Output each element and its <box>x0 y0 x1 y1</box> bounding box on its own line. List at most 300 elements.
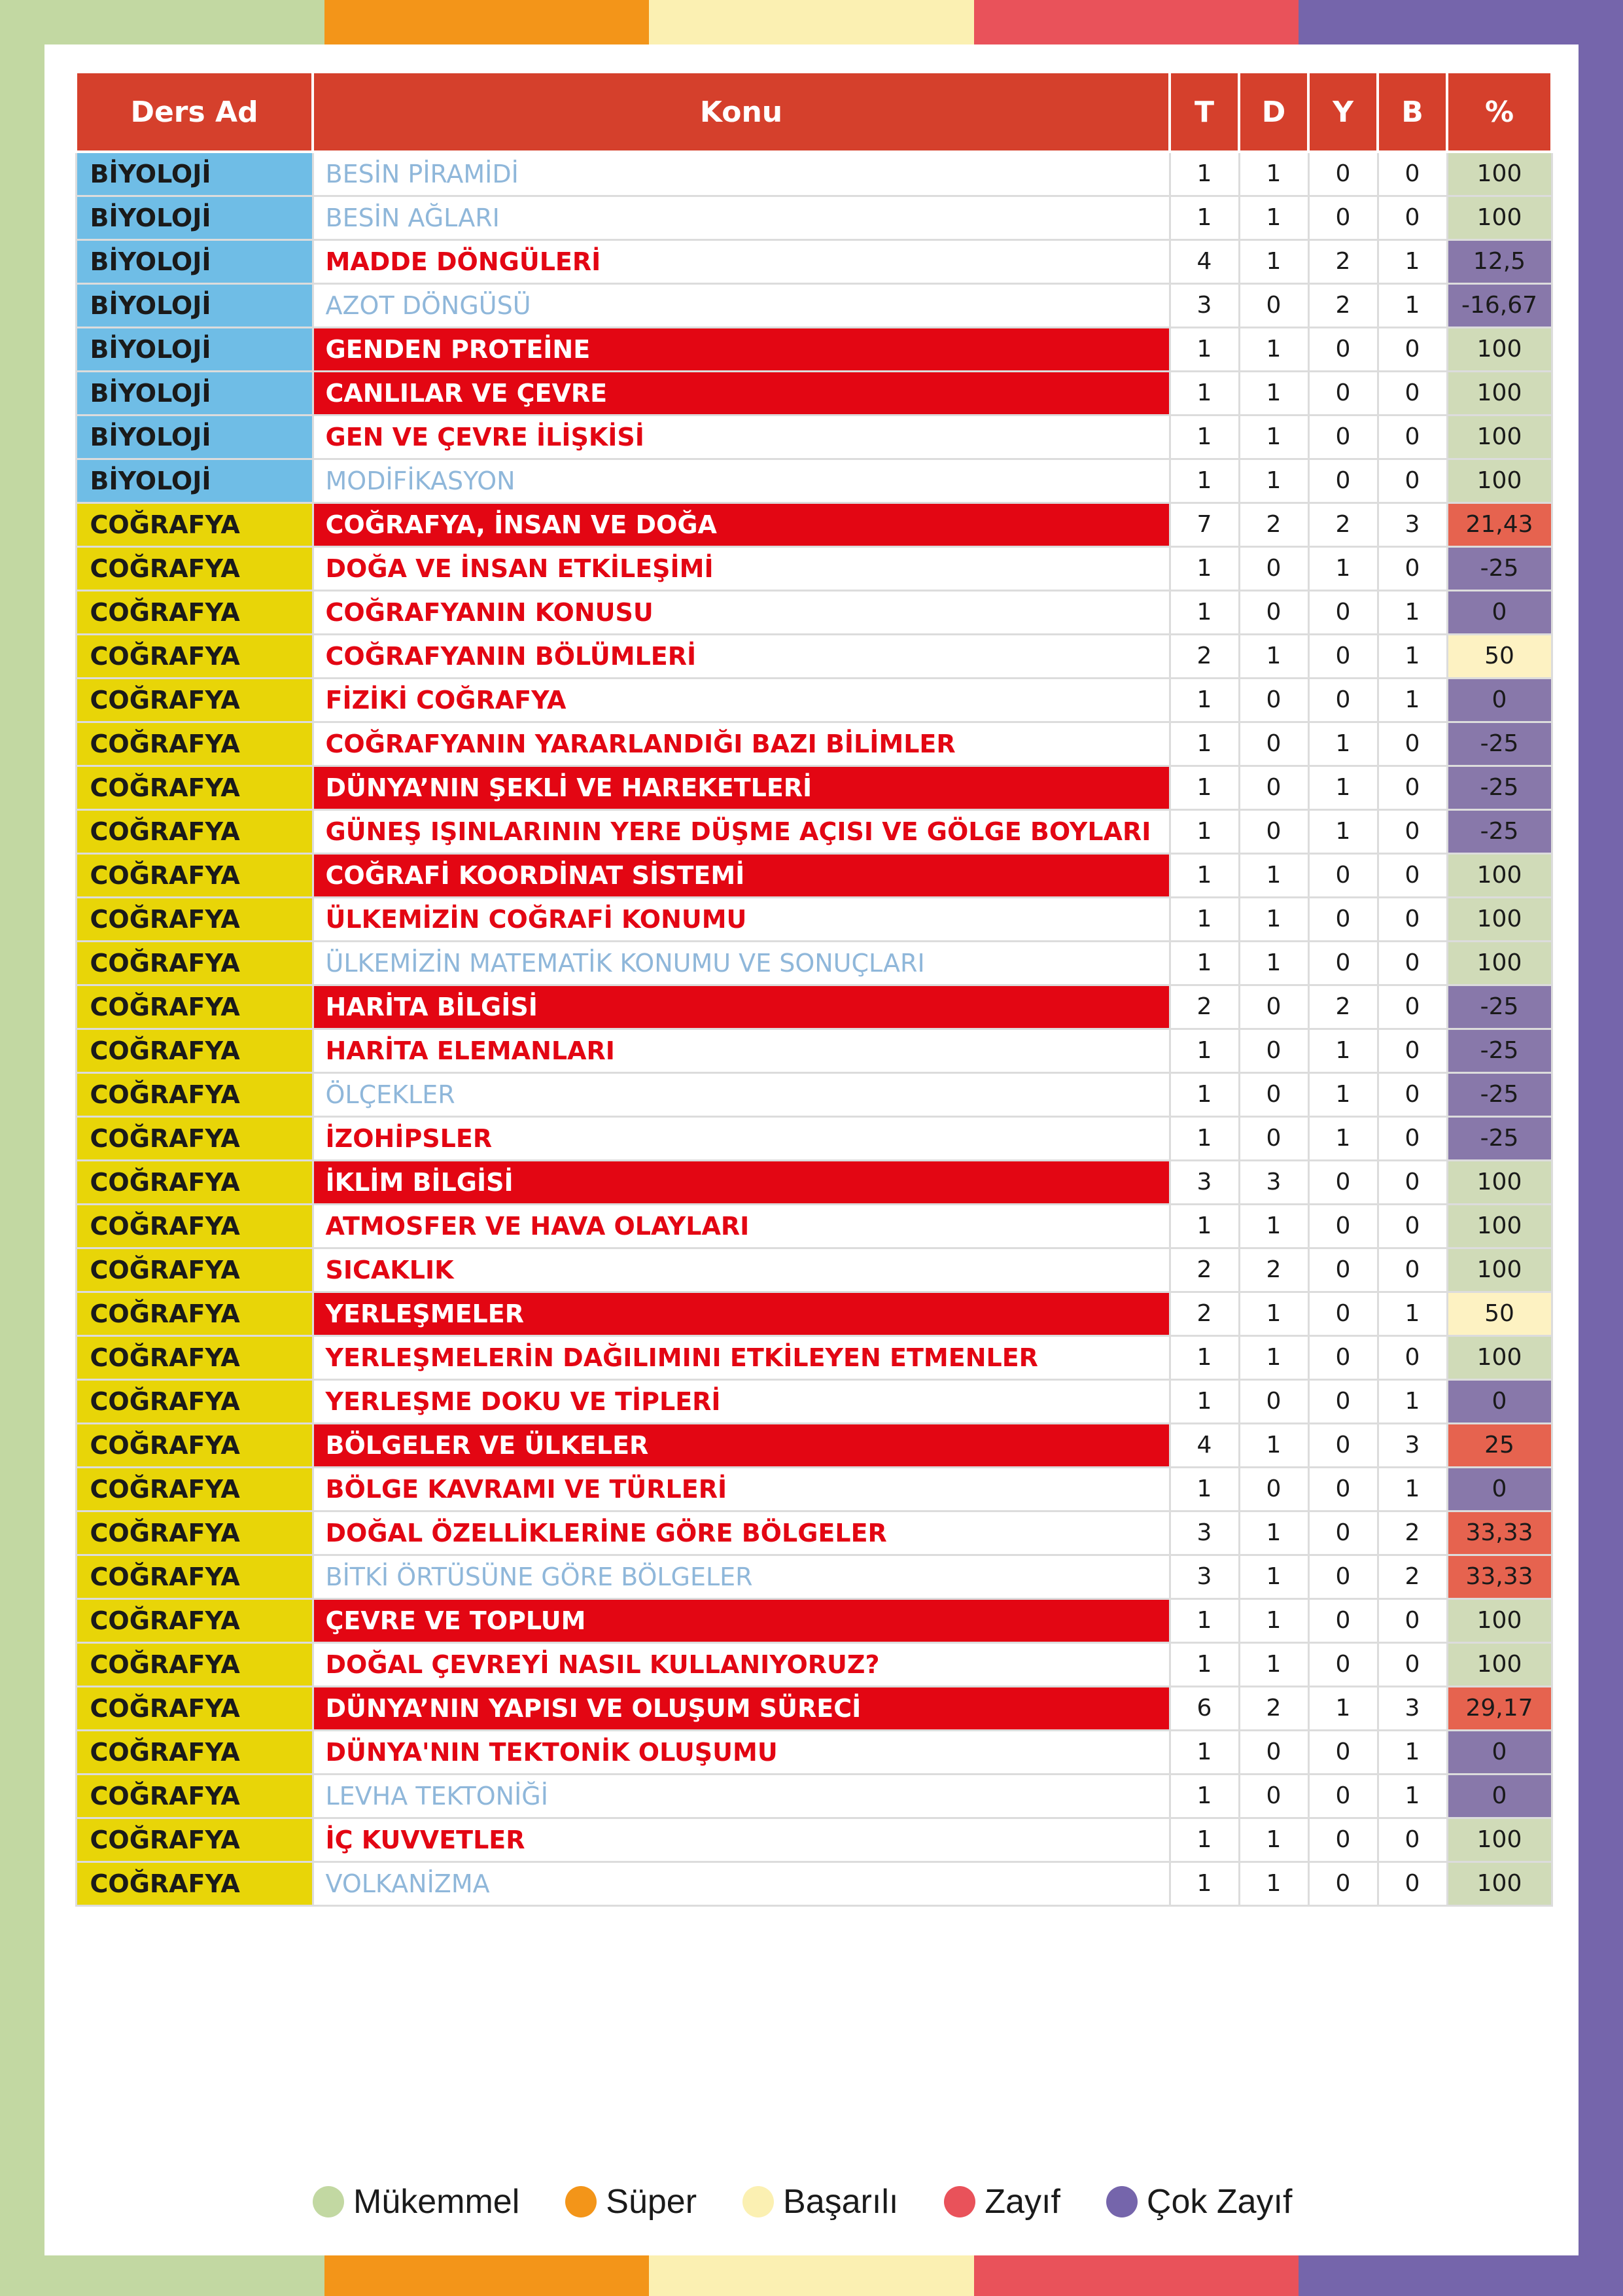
pct-cell: -25 <box>1447 1029 1552 1072</box>
ders-cell: COĞRAFYA <box>76 1555 313 1598</box>
d-cell: 1 <box>1239 897 1308 941</box>
ders-cell: COĞRAFYA <box>76 1862 313 1905</box>
table-row <box>76 1774 1552 1818</box>
d-cell: 0 <box>1239 1467 1308 1511</box>
pct-cell: 100 <box>1447 196 1552 239</box>
d-cell: 0 <box>1239 1774 1308 1818</box>
konu-cell: COĞRAFİ KOORDİNAT SİSTEMİ <box>313 853 1170 897</box>
top-color-strip <box>0 0 1623 44</box>
b-cell: 1 <box>1378 678 1447 722</box>
ders-cell: COĞRAFYA <box>76 1160 313 1204</box>
ders-cell: COĞRAFYA <box>76 546 313 590</box>
d-cell: 0 <box>1239 1730 1308 1774</box>
y-cell: 0 <box>1308 678 1378 722</box>
header-t: T <box>1170 72 1239 152</box>
ders-cell: BİYOLOJİ <box>76 239 313 283</box>
b-cell: 0 <box>1378 371 1447 415</box>
t-cell: 1 <box>1170 1204 1239 1248</box>
pct-cell: -25 <box>1447 1116 1552 1160</box>
konu-cell: LEVHA TEKTONİĞİ <box>313 1774 1170 1818</box>
strip-segment <box>1299 0 1623 44</box>
t-cell: 3 <box>1170 1160 1239 1204</box>
ders-cell: COĞRAFYA <box>76 1292 313 1335</box>
konu-cell: MADDE DÖNGÜLERİ <box>313 239 1170 283</box>
konu-cell: BÖLGE KAVRAMI VE TÜRLERİ <box>313 1467 1170 1511</box>
table-row <box>76 1116 1552 1160</box>
b-cell: 0 <box>1378 1335 1447 1379</box>
y-cell: 0 <box>1308 1598 1378 1642</box>
b-cell: 0 <box>1378 1160 1447 1204</box>
pct-cell: 33,33 <box>1447 1511 1552 1555</box>
y-cell: 1 <box>1308 809 1378 853</box>
ders-cell: COĞRAFYA <box>76 1072 313 1116</box>
d-cell: 1 <box>1239 1423 1308 1467</box>
legend-dot-icon <box>313 2186 344 2217</box>
table-row <box>76 897 1552 941</box>
pct-cell: 0 <box>1447 678 1552 722</box>
d-cell: 1 <box>1239 1862 1308 1905</box>
d-cell: 0 <box>1239 1379 1308 1423</box>
table-body <box>76 152 1552 1905</box>
konu-cell: YERLEŞME DOKU VE TİPLERİ <box>313 1379 1170 1423</box>
d-cell: 1 <box>1239 371 1308 415</box>
table-row <box>76 678 1552 722</box>
table-row <box>76 1292 1552 1335</box>
ders-cell: COĞRAFYA <box>76 1774 313 1818</box>
konu-cell: İKLİM BİLGİSİ <box>313 1160 1170 1204</box>
t-cell: 1 <box>1170 678 1239 722</box>
d-cell: 1 <box>1239 327 1308 371</box>
y-cell: 0 <box>1308 1862 1378 1905</box>
legend-label: Mükemmel <box>353 2183 520 2221</box>
ders-cell: COĞRAFYA <box>76 1467 313 1511</box>
t-cell: 1 <box>1170 1072 1239 1116</box>
ders-cell: COĞRAFYA <box>76 678 313 722</box>
table-row <box>76 634 1552 678</box>
pct-cell: 21,43 <box>1447 503 1552 546</box>
pct-cell: 100 <box>1447 1598 1552 1642</box>
ders-cell: COĞRAFYA <box>76 853 313 897</box>
b-cell: 0 <box>1378 853 1447 897</box>
t-cell: 1 <box>1170 1467 1239 1511</box>
pct-cell: 0 <box>1447 590 1552 634</box>
b-cell: 3 <box>1378 1686 1447 1730</box>
konu-cell: ÜLKEMİZİN COĞRAFİ KONUMU <box>313 897 1170 941</box>
ders-cell: BİYOLOJİ <box>76 152 313 196</box>
b-cell: 1 <box>1378 1467 1447 1511</box>
t-cell: 2 <box>1170 985 1239 1029</box>
table-row <box>76 722 1552 766</box>
d-cell: 1 <box>1239 1555 1308 1598</box>
legend-dot-icon <box>944 2186 975 2217</box>
t-cell: 1 <box>1170 809 1239 853</box>
y-cell: 0 <box>1308 1555 1378 1598</box>
table-row <box>76 1555 1552 1598</box>
t-cell: 1 <box>1170 722 1239 766</box>
table-row <box>76 503 1552 546</box>
b-cell: 0 <box>1378 1642 1447 1686</box>
ders-cell: COĞRAFYA <box>76 1511 313 1555</box>
ders-cell: COĞRAFYA <box>76 1029 313 1072</box>
pct-cell: 100 <box>1447 1335 1552 1379</box>
t-cell: 3 <box>1170 1511 1239 1555</box>
konu-cell: ATMOSFER VE HAVA OLAYLARI <box>313 1204 1170 1248</box>
legend-item <box>313 2182 519 2221</box>
y-cell: 0 <box>1308 1730 1378 1774</box>
konu-cell: ÇEVRE VE TOPLUM <box>313 1598 1170 1642</box>
table-row <box>76 415 1552 459</box>
b-cell: 1 <box>1378 1730 1447 1774</box>
legend-item <box>944 2182 1060 2221</box>
pct-cell: 0 <box>1447 1730 1552 1774</box>
legend-label: Zayıf <box>985 2183 1060 2221</box>
y-cell: 2 <box>1308 503 1378 546</box>
y-cell: 0 <box>1308 853 1378 897</box>
konu-cell: YERLEŞMELERİN DAĞILIMINI ETKİLEYEN ETMENLER <box>313 1335 1170 1379</box>
konu-cell: BESİN AĞLARI <box>313 196 1170 239</box>
b-cell: 0 <box>1378 809 1447 853</box>
pct-cell: 0 <box>1447 1379 1552 1423</box>
t-cell: 3 <box>1170 283 1239 327</box>
d-cell: 0 <box>1239 985 1308 1029</box>
t-cell: 1 <box>1170 415 1239 459</box>
konu-cell: DÜNYA'NIN TEKTONİK OLUŞUMU <box>313 1730 1170 1774</box>
strip-segment <box>0 0 324 44</box>
pct-cell: 100 <box>1447 1248 1552 1292</box>
b-cell: 1 <box>1378 590 1447 634</box>
pct-cell: 12,5 <box>1447 239 1552 283</box>
t-cell: 4 <box>1170 1423 1239 1467</box>
table-row <box>76 1862 1552 1905</box>
t-cell: 1 <box>1170 897 1239 941</box>
pct-cell: 33,33 <box>1447 1555 1552 1598</box>
ders-cell: COĞRAFYA <box>76 1335 313 1379</box>
y-cell: 0 <box>1308 1642 1378 1686</box>
d-cell: 1 <box>1239 152 1308 196</box>
table-row <box>76 941 1552 985</box>
y-cell: 0 <box>1308 1204 1378 1248</box>
y-cell: 2 <box>1308 283 1378 327</box>
konu-cell: HARİTA BİLGİSİ <box>313 985 1170 1029</box>
d-cell: 1 <box>1239 459 1308 503</box>
d-cell: 1 <box>1239 1335 1308 1379</box>
left-color-bar <box>0 0 44 2296</box>
strip-segment <box>0 2255 324 2296</box>
b-cell: 0 <box>1378 1598 1447 1642</box>
table-row <box>76 1160 1552 1204</box>
ders-cell: COĞRAFYA <box>76 766 313 809</box>
t-cell: 1 <box>1170 1379 1239 1423</box>
b-cell: 0 <box>1378 722 1447 766</box>
t-cell: 1 <box>1170 766 1239 809</box>
t-cell: 1 <box>1170 1818 1239 1862</box>
ders-cell: COĞRAFYA <box>76 809 313 853</box>
table-row <box>76 985 1552 1029</box>
b-cell: 2 <box>1378 1555 1447 1598</box>
konu-cell: YERLEŞMELER <box>313 1292 1170 1335</box>
strip-segment <box>324 0 649 44</box>
pct-cell: 100 <box>1447 415 1552 459</box>
table-row <box>76 1423 1552 1467</box>
d-cell: 1 <box>1239 1642 1308 1686</box>
y-cell: 0 <box>1308 196 1378 239</box>
d-cell: 0 <box>1239 678 1308 722</box>
konu-cell: DÜNYA’NIN YAPISI VE OLUŞUM SÜRECİ <box>313 1686 1170 1730</box>
t-cell: 1 <box>1170 1029 1239 1072</box>
b-cell: 0 <box>1378 327 1447 371</box>
t-cell: 6 <box>1170 1686 1239 1730</box>
ders-cell: COĞRAFYA <box>76 1818 313 1862</box>
ders-cell: COĞRAFYA <box>76 1642 313 1686</box>
table-row <box>76 1818 1552 1862</box>
t-cell: 1 <box>1170 152 1239 196</box>
t-cell: 2 <box>1170 634 1239 678</box>
konu-cell: COĞRAFYANIN BÖLÜMLERİ <box>313 634 1170 678</box>
pct-cell: 100 <box>1447 1204 1552 1248</box>
b-cell: 0 <box>1378 415 1447 459</box>
ders-cell: COĞRAFYA <box>76 1423 313 1467</box>
b-cell: 0 <box>1378 766 1447 809</box>
d-cell: 1 <box>1239 196 1308 239</box>
b-cell: 0 <box>1378 1116 1447 1160</box>
b-cell: 1 <box>1378 1774 1447 1818</box>
legend-item <box>565 2182 697 2221</box>
konu-cell: ÖLÇEKLER <box>313 1072 1170 1116</box>
header-konu: Konu <box>313 72 1170 152</box>
d-cell: 0 <box>1239 1029 1308 1072</box>
konu-cell: MODİFİKASYON <box>313 459 1170 503</box>
b-cell: 0 <box>1378 897 1447 941</box>
y-cell: 1 <box>1308 766 1378 809</box>
results-table-wrapper <box>75 71 1550 1907</box>
ders-cell: BİYOLOJİ <box>76 327 313 371</box>
table-row <box>76 590 1552 634</box>
d-cell: 2 <box>1239 1248 1308 1292</box>
pct-cell: 100 <box>1447 327 1552 371</box>
d-cell: 0 <box>1239 1072 1308 1116</box>
y-cell: 0 <box>1308 1818 1378 1862</box>
ders-cell: COĞRAFYA <box>76 1730 313 1774</box>
ders-cell: COĞRAFYA <box>76 590 313 634</box>
konu-cell: ÜLKEMİZİN MATEMATİK KONUMU VE SONUÇLARI <box>313 941 1170 985</box>
right-color-bar <box>1579 0 1623 2296</box>
ders-cell: COĞRAFYA <box>76 1204 313 1248</box>
y-cell: 1 <box>1308 722 1378 766</box>
header-b: B <box>1378 72 1447 152</box>
pct-cell: 100 <box>1447 1160 1552 1204</box>
legend-dot-icon <box>565 2186 597 2217</box>
y-cell: 0 <box>1308 897 1378 941</box>
t-cell: 2 <box>1170 1292 1239 1335</box>
konu-cell: CANLILAR VE ÇEVRE <box>313 371 1170 415</box>
d-cell: 2 <box>1239 1686 1308 1730</box>
legend <box>313 2182 1338 2221</box>
ders-cell: COĞRAFYA <box>76 1248 313 1292</box>
strip-segment <box>1299 2255 1623 2296</box>
y-cell: 0 <box>1308 152 1378 196</box>
konu-cell: COĞRAFYANIN YARARLANDIĞI BAZI BİLİMLER <box>313 722 1170 766</box>
t-cell: 1 <box>1170 941 1239 985</box>
pct-cell: -25 <box>1447 546 1552 590</box>
table-row <box>76 853 1552 897</box>
t-cell: 1 <box>1170 1116 1239 1160</box>
y-cell: 0 <box>1308 1379 1378 1423</box>
konu-cell: BÖLGELER VE ÜLKELER <box>313 1423 1170 1467</box>
b-cell: 0 <box>1378 546 1447 590</box>
header-pct: % <box>1447 72 1552 152</box>
table-row <box>76 1686 1552 1730</box>
table-row <box>76 1029 1552 1072</box>
bottom-color-strip <box>0 2255 1623 2296</box>
b-cell: 2 <box>1378 1511 1447 1555</box>
d-cell: 0 <box>1239 283 1308 327</box>
pct-cell: 100 <box>1447 941 1552 985</box>
konu-cell: İZOHİPSLER <box>313 1116 1170 1160</box>
pct-cell: -25 <box>1447 766 1552 809</box>
ders-cell: COĞRAFYA <box>76 941 313 985</box>
d-cell: 0 <box>1239 1116 1308 1160</box>
table-row <box>76 1204 1552 1248</box>
pct-cell: 100 <box>1447 1642 1552 1686</box>
header-ders: Ders Ad <box>76 72 313 152</box>
y-cell: 0 <box>1308 1248 1378 1292</box>
b-cell: 0 <box>1378 1862 1447 1905</box>
ders-cell: BİYOLOJİ <box>76 459 313 503</box>
y-cell: 0 <box>1308 415 1378 459</box>
legend-item <box>1106 2182 1293 2221</box>
d-cell: 1 <box>1239 239 1308 283</box>
table-row <box>76 152 1552 196</box>
pct-cell: 100 <box>1447 459 1552 503</box>
pct-cell: -25 <box>1447 809 1552 853</box>
table-row <box>76 283 1552 327</box>
b-cell: 0 <box>1378 985 1447 1029</box>
table-row <box>76 1730 1552 1774</box>
header-y: Y <box>1308 72 1378 152</box>
y-cell: 0 <box>1308 941 1378 985</box>
ders-cell: COĞRAFYA <box>76 1116 313 1160</box>
ders-cell: COĞRAFYA <box>76 722 313 766</box>
d-cell: 1 <box>1239 1511 1308 1555</box>
pct-cell: 100 <box>1447 897 1552 941</box>
strip-segment <box>974 2255 1299 2296</box>
y-cell: 0 <box>1308 1423 1378 1467</box>
konu-cell: HARİTA ELEMANLARI <box>313 1029 1170 1072</box>
b-cell: 1 <box>1378 634 1447 678</box>
t-cell: 2 <box>1170 1248 1239 1292</box>
t-cell: 1 <box>1170 1774 1239 1818</box>
results-table <box>75 71 1553 1907</box>
y-cell: 0 <box>1308 327 1378 371</box>
konu-cell: VOLKANİZMA <box>313 1862 1170 1905</box>
konu-cell: BİTKİ ÖRTÜSÜNE GÖRE BÖLGELER <box>313 1555 1170 1598</box>
konu-cell: COĞRAFYANIN KONUSU <box>313 590 1170 634</box>
t-cell: 1 <box>1170 853 1239 897</box>
ders-cell: COĞRAFYA <box>76 1379 313 1423</box>
table-row <box>76 196 1552 239</box>
konu-cell: GEN VE ÇEVRE İLİŞKİSİ <box>313 415 1170 459</box>
b-cell: 0 <box>1378 1818 1447 1862</box>
t-cell: 1 <box>1170 459 1239 503</box>
d-cell: 1 <box>1239 853 1308 897</box>
d-cell: 1 <box>1239 634 1308 678</box>
table-row <box>76 459 1552 503</box>
pct-cell: -25 <box>1447 985 1552 1029</box>
d-cell: 1 <box>1239 941 1308 985</box>
ders-cell: COĞRAFYA <box>76 1598 313 1642</box>
pct-cell: 0 <box>1447 1774 1552 1818</box>
d-cell: 0 <box>1239 590 1308 634</box>
konu-cell: AZOT DÖNGÜSÜ <box>313 283 1170 327</box>
t-cell: 1 <box>1170 546 1239 590</box>
ders-cell: BİYOLOJİ <box>76 283 313 327</box>
t-cell: 3 <box>1170 1555 1239 1598</box>
konu-cell: DOĞAL ÖZELLİKLERİNE GÖRE BÖLGELER <box>313 1511 1170 1555</box>
t-cell: 1 <box>1170 1598 1239 1642</box>
d-cell: 1 <box>1239 1204 1308 1248</box>
y-cell: 0 <box>1308 459 1378 503</box>
table-row <box>76 1467 1552 1511</box>
table-row <box>76 809 1552 853</box>
b-cell: 3 <box>1378 503 1447 546</box>
b-cell: 1 <box>1378 239 1447 283</box>
b-cell: 0 <box>1378 459 1447 503</box>
b-cell: 0 <box>1378 1248 1447 1292</box>
y-cell: 1 <box>1308 1029 1378 1072</box>
strip-segment <box>974 0 1299 44</box>
b-cell: 0 <box>1378 1204 1447 1248</box>
d-cell: 0 <box>1239 809 1308 853</box>
table-row <box>76 1511 1552 1555</box>
y-cell: 1 <box>1308 1686 1378 1730</box>
b-cell: 1 <box>1378 1292 1447 1335</box>
pct-cell: 29,17 <box>1447 1686 1552 1730</box>
y-cell: 0 <box>1308 371 1378 415</box>
y-cell: 1 <box>1308 546 1378 590</box>
strip-segment <box>649 0 973 44</box>
legend-dot-icon <box>742 2186 774 2217</box>
ders-cell: COĞRAFYA <box>76 897 313 941</box>
t-cell: 1 <box>1170 1730 1239 1774</box>
legend-label: Çok Zayıf <box>1146 2183 1293 2221</box>
pct-cell: 0 <box>1447 1467 1552 1511</box>
y-cell: 1 <box>1308 1116 1378 1160</box>
table-row <box>76 1248 1552 1292</box>
b-cell: 0 <box>1378 152 1447 196</box>
table-header-row <box>76 72 1552 152</box>
b-cell: 0 <box>1378 1029 1447 1072</box>
pct-cell: 100 <box>1447 152 1552 196</box>
t-cell: 1 <box>1170 1335 1239 1379</box>
t-cell: 7 <box>1170 503 1239 546</box>
legend-dot-icon <box>1106 2186 1138 2217</box>
t-cell: 4 <box>1170 239 1239 283</box>
y-cell: 0 <box>1308 1774 1378 1818</box>
table-row <box>76 1335 1552 1379</box>
t-cell: 1 <box>1170 590 1239 634</box>
pct-cell: 50 <box>1447 634 1552 678</box>
y-cell: 2 <box>1308 239 1378 283</box>
d-cell: 0 <box>1239 546 1308 590</box>
d-cell: 2 <box>1239 503 1308 546</box>
y-cell: 0 <box>1308 1292 1378 1335</box>
d-cell: 3 <box>1239 1160 1308 1204</box>
pct-cell: 100 <box>1447 1862 1552 1905</box>
konu-cell: COĞRAFYA, İNSAN VE DOĞA <box>313 503 1170 546</box>
b-cell: 3 <box>1378 1423 1447 1467</box>
b-cell: 0 <box>1378 1072 1447 1116</box>
konu-cell: GENDEN PROTEİNE <box>313 327 1170 371</box>
